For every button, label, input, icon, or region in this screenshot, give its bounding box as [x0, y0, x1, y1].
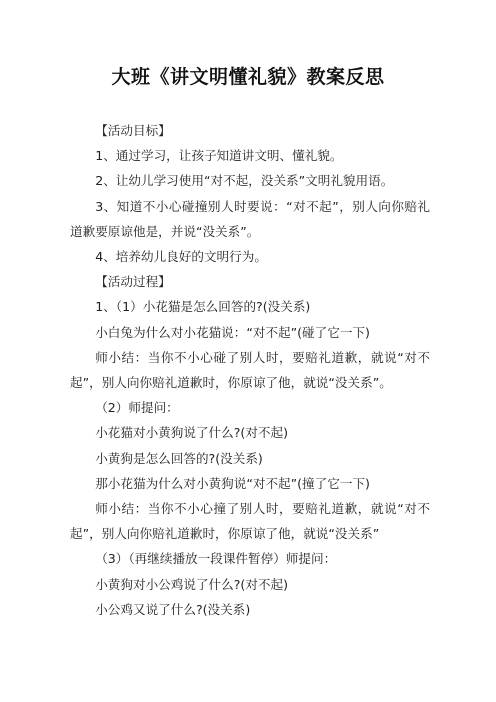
process-line: 小黄狗对小公鸡说了什么?(对不起): [95, 576, 289, 592]
process-line: 小白兔为什么对小花猫说：“对不起”(碰了它一下): [95, 324, 370, 340]
goal-item-4: 4、培养幼儿良好的文明行为。: [95, 249, 267, 265]
process-line: 那小花猫为什么对小黄狗说“对不起”(撞了它一下): [95, 475, 370, 491]
goal-item-3: 3、知道不小心碰撞别人时要说：“对不起”，别人向你赔礼道歉要原谅他是，并说“没关系”。: [70, 198, 430, 239]
process-step-1-1: 1、（1）小花猫是怎么回答的?(没关系): [95, 299, 311, 315]
process-line: 小公鸡又说了什么?(没关系): [95, 601, 251, 617]
process-line: 小黄狗是怎么回答的?(没关系): [95, 450, 263, 466]
goal-item-1: 1、通过学习，让孩子知道讲文明、懂礼貌。: [95, 148, 343, 164]
process-step-1-3: （3）（再继续播放一段课件暂停）师提问：: [95, 551, 337, 567]
document-body: [70, 118, 430, 622]
section-heading-process: 【活动过程】: [95, 274, 171, 290]
teacher-summary-1: 师小结：当你不小心碰了别人时，要赔礼道歉，就说“对不起”，别人向你赔礼道歉时，你原谅了他，就说“没关系”。: [70, 349, 430, 391]
teacher-summary-2: 师小结：当你不小心撞了别人时，要赔礼道歉，就说“对不起”，别人向你赔礼道歉时，你原谅了他，就说“没关系”: [70, 501, 430, 542]
process-step-1-2: （2）师提问：: [95, 400, 179, 416]
document-title: 大班《讲文明懂礼貌》教案反思: [111, 66, 385, 88]
process-line: 小花猫对小黄狗说了什么?(对不起): [95, 425, 289, 441]
goal-item-2: 2、让幼儿学习使用“对不起，没关系”文明礼貌用语。: [95, 173, 394, 189]
section-heading-goals: 【活动目标】: [95, 123, 171, 138]
